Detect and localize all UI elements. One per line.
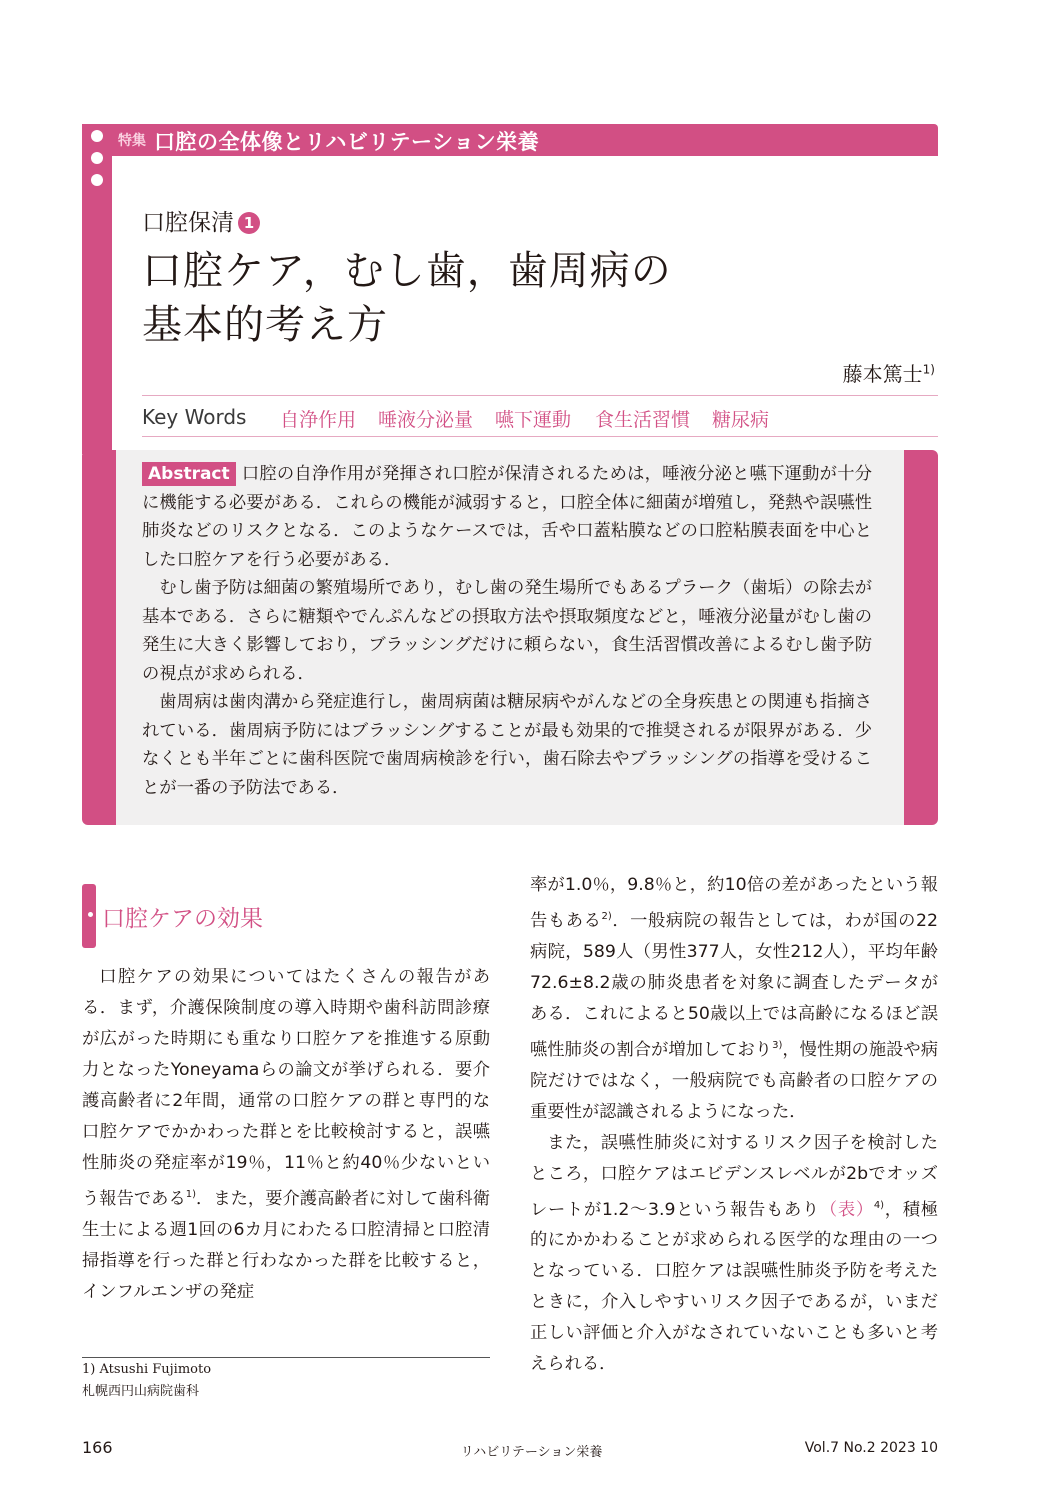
special-feature-tag: 特集: [118, 133, 146, 149]
keywords-bottom-rule: [142, 436, 938, 437]
author: [843, 358, 935, 387]
reference-mark: 2): [601, 911, 612, 922]
abstract-paragraph-1: 口腔の自浄作用が発揮され口腔が保清されるためは，唾液分泌と嚥下運動が十分に機能する必要がある．これらの機能が減弱すると，口腔全体に細菌が増殖し，発熱や誤嚥性肺炎などのリスクとなる．このようなケースでは，舌や口蓋粘膜などの口腔粘膜表面を中心とした口腔ケアを行う必要がある．: [142, 464, 872, 570]
keyword: 唾液分泌量: [378, 409, 474, 431]
keyword: 糖尿病: [712, 409, 770, 431]
body-text: また，誤嚥性肺炎に対するリスク因子を検討したところ，口腔ケアはエビデンスレベルが2bでオッズレートが1.2〜3.9という報告もあり: [530, 1132, 938, 1220]
journal-name: リハビリテーション栄養: [460, 1445, 603, 1460]
author-name: 藤本篤士: [842, 362, 923, 386]
abstract-text: [142, 460, 872, 802]
body-right-column: [530, 870, 938, 1380]
keyword: 嚥下運動: [495, 409, 572, 431]
keyword: 自浄作用: [280, 409, 357, 431]
subtitle-number-badge: 1: [238, 212, 260, 234]
footnote-affiliation: 札幌西円山病院歯科: [82, 1384, 200, 1399]
body-text: ．一般病院の報告としては，わが国の22病院，589人（男性377人，女性212人），平均年齢72.6±8.2歳の肺炎患者を対象に調査したデータがある．これによると50歳以上では高齢になるほど誤嚥性肺炎の割合が増加しており: [530, 910, 938, 1060]
body-text: ．また，要介護高齢者に対して歯科衛生士による週1回の6カ月にわたる口腔清掃と口腔清掃指導を行った群と行わなかった群を比較すると，インフルエンザの発症: [82, 1188, 490, 1302]
author-affiliation-mark: 1): [922, 362, 935, 377]
body-text: 口腔ケアの効果についてはたくさんの報告がある．まず，介護保険制度の導入時期や歯科訪問診療が広がった時期にも重なり口腔ケアを推進する原動力となったYoneyamaらの論文が挙げられる．要介護高齢者に2年間，通常の口腔ケアの群と専門的な口腔ケアでかかわった群とを比較検討すると，誤嚥性肺炎の発症率が19％，11％と約40％少ないという報告である: [82, 967, 490, 1209]
body-text: ，慢性期の施設や病院だけではなく，一般病院でも高齢者の口腔ケアの重要性が認識されるようになった．: [530, 1039, 938, 1122]
section-title: 口腔ケアの効果: [102, 906, 263, 932]
title-line-1: 口腔ケア，むし歯，歯周病の: [142, 248, 672, 294]
bullet-dot: [91, 130, 103, 142]
footnote-author: 1) Atsushi Fujimoto: [82, 1362, 212, 1377]
volume-info: Vol.7 No.2 2023 10: [804, 1440, 938, 1456]
bullet-dot: [91, 174, 103, 186]
body-left-column: [82, 962, 490, 1308]
title-line-2: 基本的考え方: [142, 302, 388, 348]
table-reference-link[interactable]: （表）: [819, 1199, 874, 1220]
keywords-top-rule: [142, 395, 938, 396]
abstract-label: Abstract: [142, 462, 236, 486]
article-subtitle: [142, 204, 260, 237]
body-text: 率が1.0％，9.8％と，約10倍の差があったという報告もある: [530, 875, 938, 931]
reference-mark: 4): [873, 1199, 885, 1211]
article-title: [142, 244, 672, 352]
subtitle-text: 口腔保清: [142, 210, 234, 236]
reference-mark: 3): [772, 1039, 783, 1051]
body-text: ，積極的にかかわることが求められる医学的な理由の一つとなっている．口腔ケアは誤嚥性肺炎予防を考えたときに，介入しやすいリスク因子であるが，いまだ正しい評価と介入がなされていないことも多いと考えられる．: [530, 1199, 938, 1375]
abstract-paragraph-2: むし歯予防は細菌の繁殖場所であり，むし歯の発生場所でもあるプラーク（歯垢）の除去が基本である．さらに糖類やでんぷんなどの摂取方法や摂取頻度などと，唾液分泌量がむし歯の発生に大きく影響しており，ブラッシングだけに頼らない，食生活習慣改善によるむし歯予防の視点が求められる．: [142, 578, 872, 684]
footnote-rule: [82, 1357, 490, 1358]
section-heading-dot: [88, 912, 93, 917]
keyword: 食生活習慣: [595, 409, 691, 431]
reference-mark: 1): [185, 1189, 197, 1200]
special-feature-title: 口腔の全体像とリハビリテーション栄養: [154, 130, 540, 154]
bullet-dot: [91, 152, 103, 164]
page-number: 166: [82, 1438, 113, 1457]
abstract-paragraph-3: 歯周病は歯肉溝から発症進行し，歯周病菌は糖尿病やがんなどの全身疾患との関連も指摘されている．歯周病予防にはブラッシングすることが最も効果的で推奨されるが限界がある．少なくとも半年ごとに歯科医院で歯周病検診を行い，歯石除去やブラッシングの指導を受けることが一番の予防法である．: [142, 692, 872, 798]
keywords-label: Key Words: [142, 405, 247, 429]
